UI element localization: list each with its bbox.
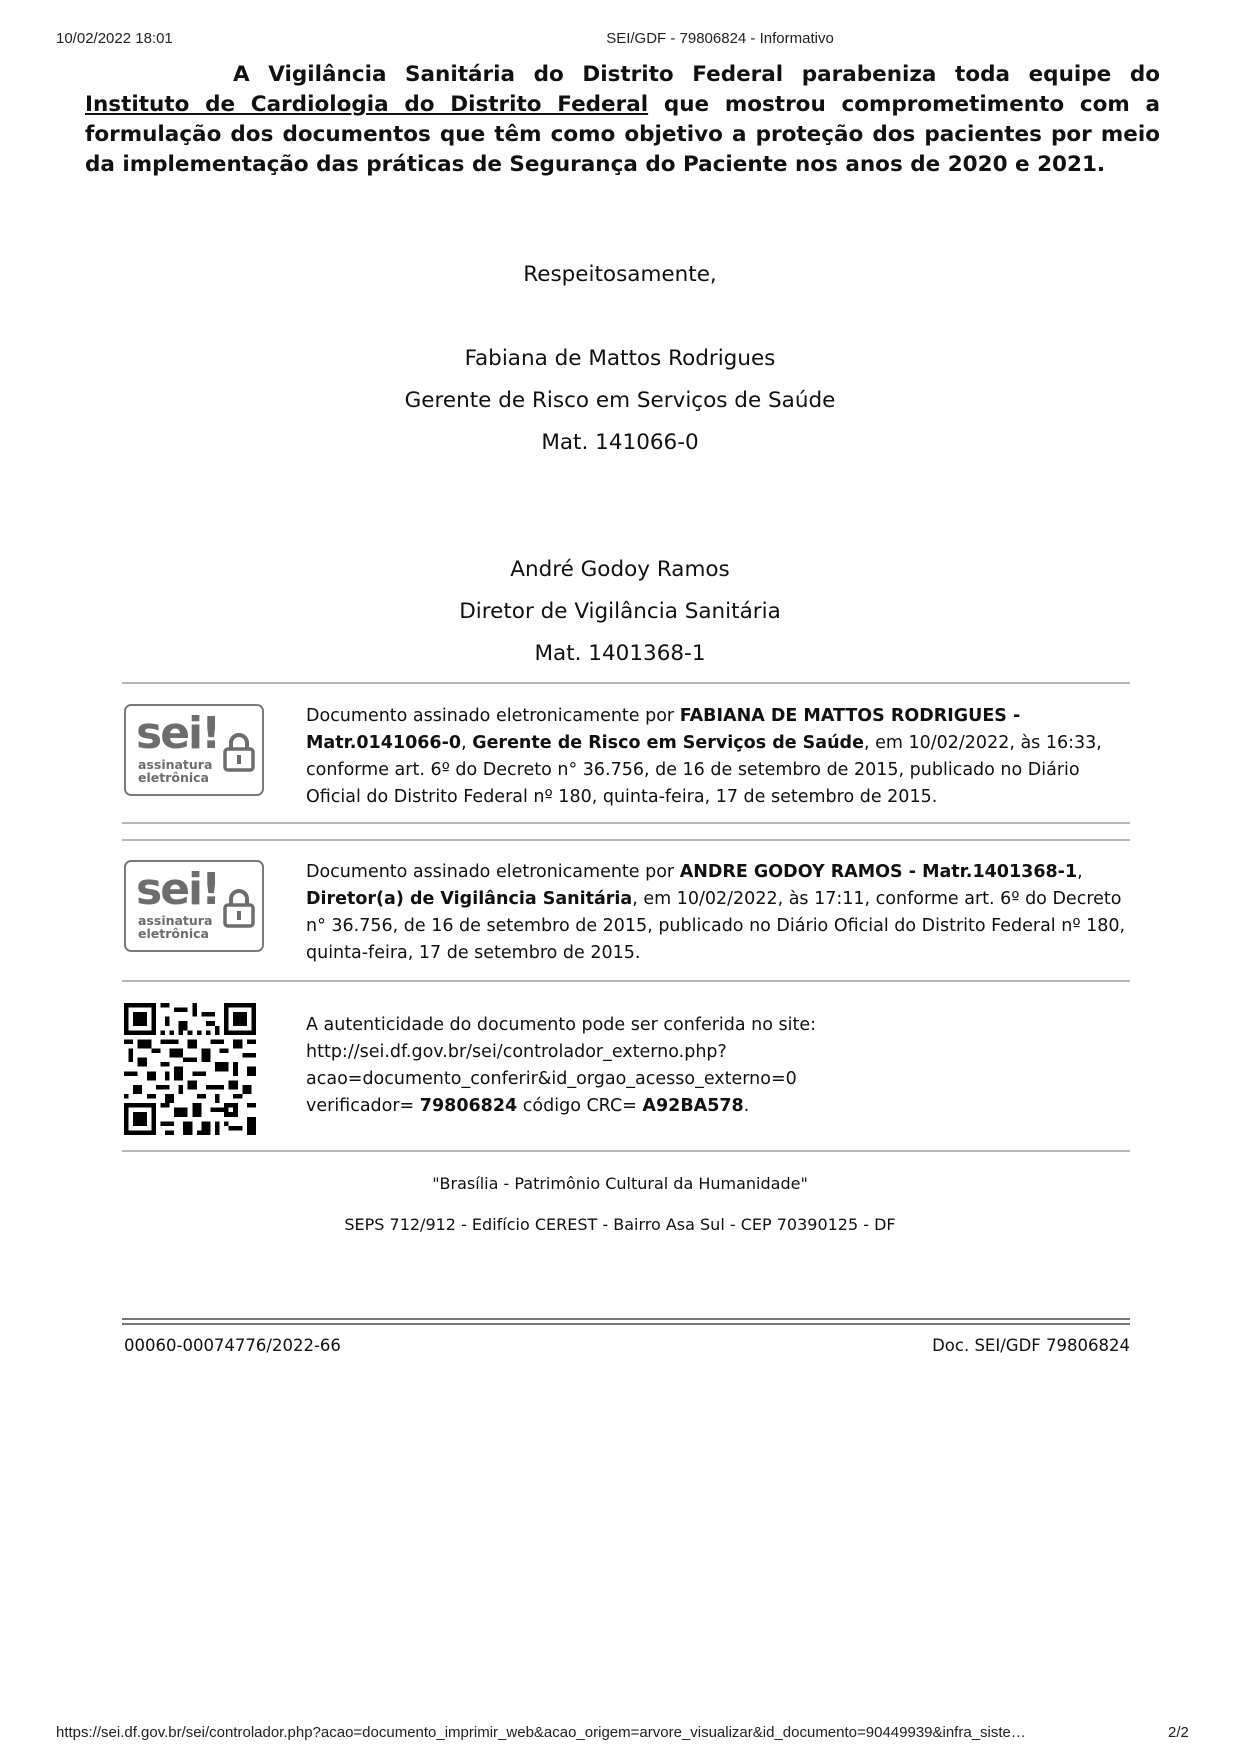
signatory-2-mat: Mat. 1401368-1 <box>534 641 706 666</box>
institution-link[interactable]: Instituto de Cardiologia do Distrito Federal <box>85 92 649 117</box>
signatory-1-name: Fabiana de Mattos Rodrigues <box>464 346 776 371</box>
footer-motto: "Brasília - Patrimônio Cultural da Humanidade" <box>432 1174 808 1193</box>
footer-address: SEPS 712/912 - Edifício CEREST - Bairro Asa Sul - CEP 70390125 - DF <box>344 1215 896 1234</box>
intro-text-2: que mostrou comprometimento com a formulação dos documentos que têm como objetivo a proteção dos pacientes por meio da implementação das práticas de Segurança do Paciente nos anos de 2020 e 2021. <box>85 92 1160 177</box>
process-number: 00060-00074776/2022-66 <box>124 1336 341 1355</box>
signature-2-signer: ANDRE GODOY RAMOS - Matr.1401368-1 <box>679 862 1078 882</box>
intro-text-1: A Vigilância Sanitária do Distrito Federal parabeniza toda equipe do <box>233 62 1160 87</box>
signatory-2-name: André Godoy Ramos <box>510 557 730 582</box>
footer-rule <box>122 1318 1130 1325</box>
seal-logo-text: sei! <box>136 708 220 759</box>
verification-url[interactable]: http://sei.df.gov.br/sei/controlador_externo.php? acao=documento_conferir&id_orgao_acesso_externo=0 <box>306 1042 797 1089</box>
signature-1-role: Gerente de Risco em Serviços de Saúde <box>472 733 864 753</box>
lock-icon <box>222 888 256 928</box>
crc-code: A92BA578 <box>642 1096 744 1116</box>
verification-text: A autenticidade do documento pode ser conferida no site: http://sei.df.gov.br/sei/controlador_externo.php? acao=documento_conferir&id_orgao_acesso_externo=0 verificador= 79806824 código CRC= A92BA578. <box>306 1012 1130 1120</box>
qr-code-icon <box>124 1003 256 1135</box>
signatory-1-mat: Mat. 141066-0 <box>541 430 699 455</box>
seal-caption: assinatura eletrônica <box>138 913 213 941</box>
lock-icon <box>222 732 256 772</box>
sei-seal <box>124 704 264 796</box>
signatory-2-role: Diretor de Vigilância Sanitária <box>459 599 781 624</box>
signature-1-text: Documento assinado eletronicamente por FABIANA DE MATTOS RODRIGUES - Matr.0141066-0, Gerente de Risco em Serviços de Saúde, em 10/02/2022, às 16:33, conforme art. 6º do Decreto n° 36.756, de 16 de setembro de 2015, publicado no Diário Oficial do Distrito Federal nº 180, quinta-feira, 17 de setembro de 2015. <box>306 706 1102 807</box>
signature-2-role: Diretor(a) de Vigilância Sanitária <box>306 889 633 909</box>
sei-seal <box>124 860 264 952</box>
intro-paragraph <box>85 60 1160 180</box>
divider <box>122 839 1130 841</box>
verifier-code: 79806824 <box>419 1096 518 1116</box>
signature-2-text: Documento assinado eletronicamente por ANDRE GODOY RAMOS - Matr.1401368-1, Diretor(a) de Vigilância Sanitária, em 10/02/2022, às 17:11, conforme art. 6º do Decreto n° 36.756, de 16 de setembro de 2015, publicado no Diário Oficial do Distrito Federal nº 180, quinta-feira, 17 de setembro de 2015. <box>306 862 1126 963</box>
page-number: 2/2 <box>1168 1724 1189 1741</box>
signatory-1-role: Gerente de Risco em Serviços de Saúde <box>404 388 836 413</box>
seal-caption: assinatura eletrônica <box>138 757 213 785</box>
divider <box>122 822 1130 824</box>
print-datetime: 10/02/2022 18:01 <box>56 30 173 47</box>
divider <box>122 682 1130 684</box>
print-url[interactable]: https://sei.df.gov.br/sei/controlador.php?acao=documento_imprimir_web&acao_origem=arvore_visualizar&id_documento=90449939&infra_siste… <box>56 1724 1026 1741</box>
divider <box>122 980 1130 982</box>
divider <box>122 1150 1130 1152</box>
closing: Respeitosamente, <box>523 262 717 287</box>
print-title: SEI/GDF - 79806824 - Informativo <box>606 30 834 47</box>
seal-logo-text: sei! <box>136 864 220 915</box>
doc-reference: Doc. SEI/GDF 79806824 <box>932 1336 1130 1355</box>
signature-1-signer: FABIANA DE MATTOS RODRIGUES - Matr.0141066-0 <box>306 706 1021 753</box>
